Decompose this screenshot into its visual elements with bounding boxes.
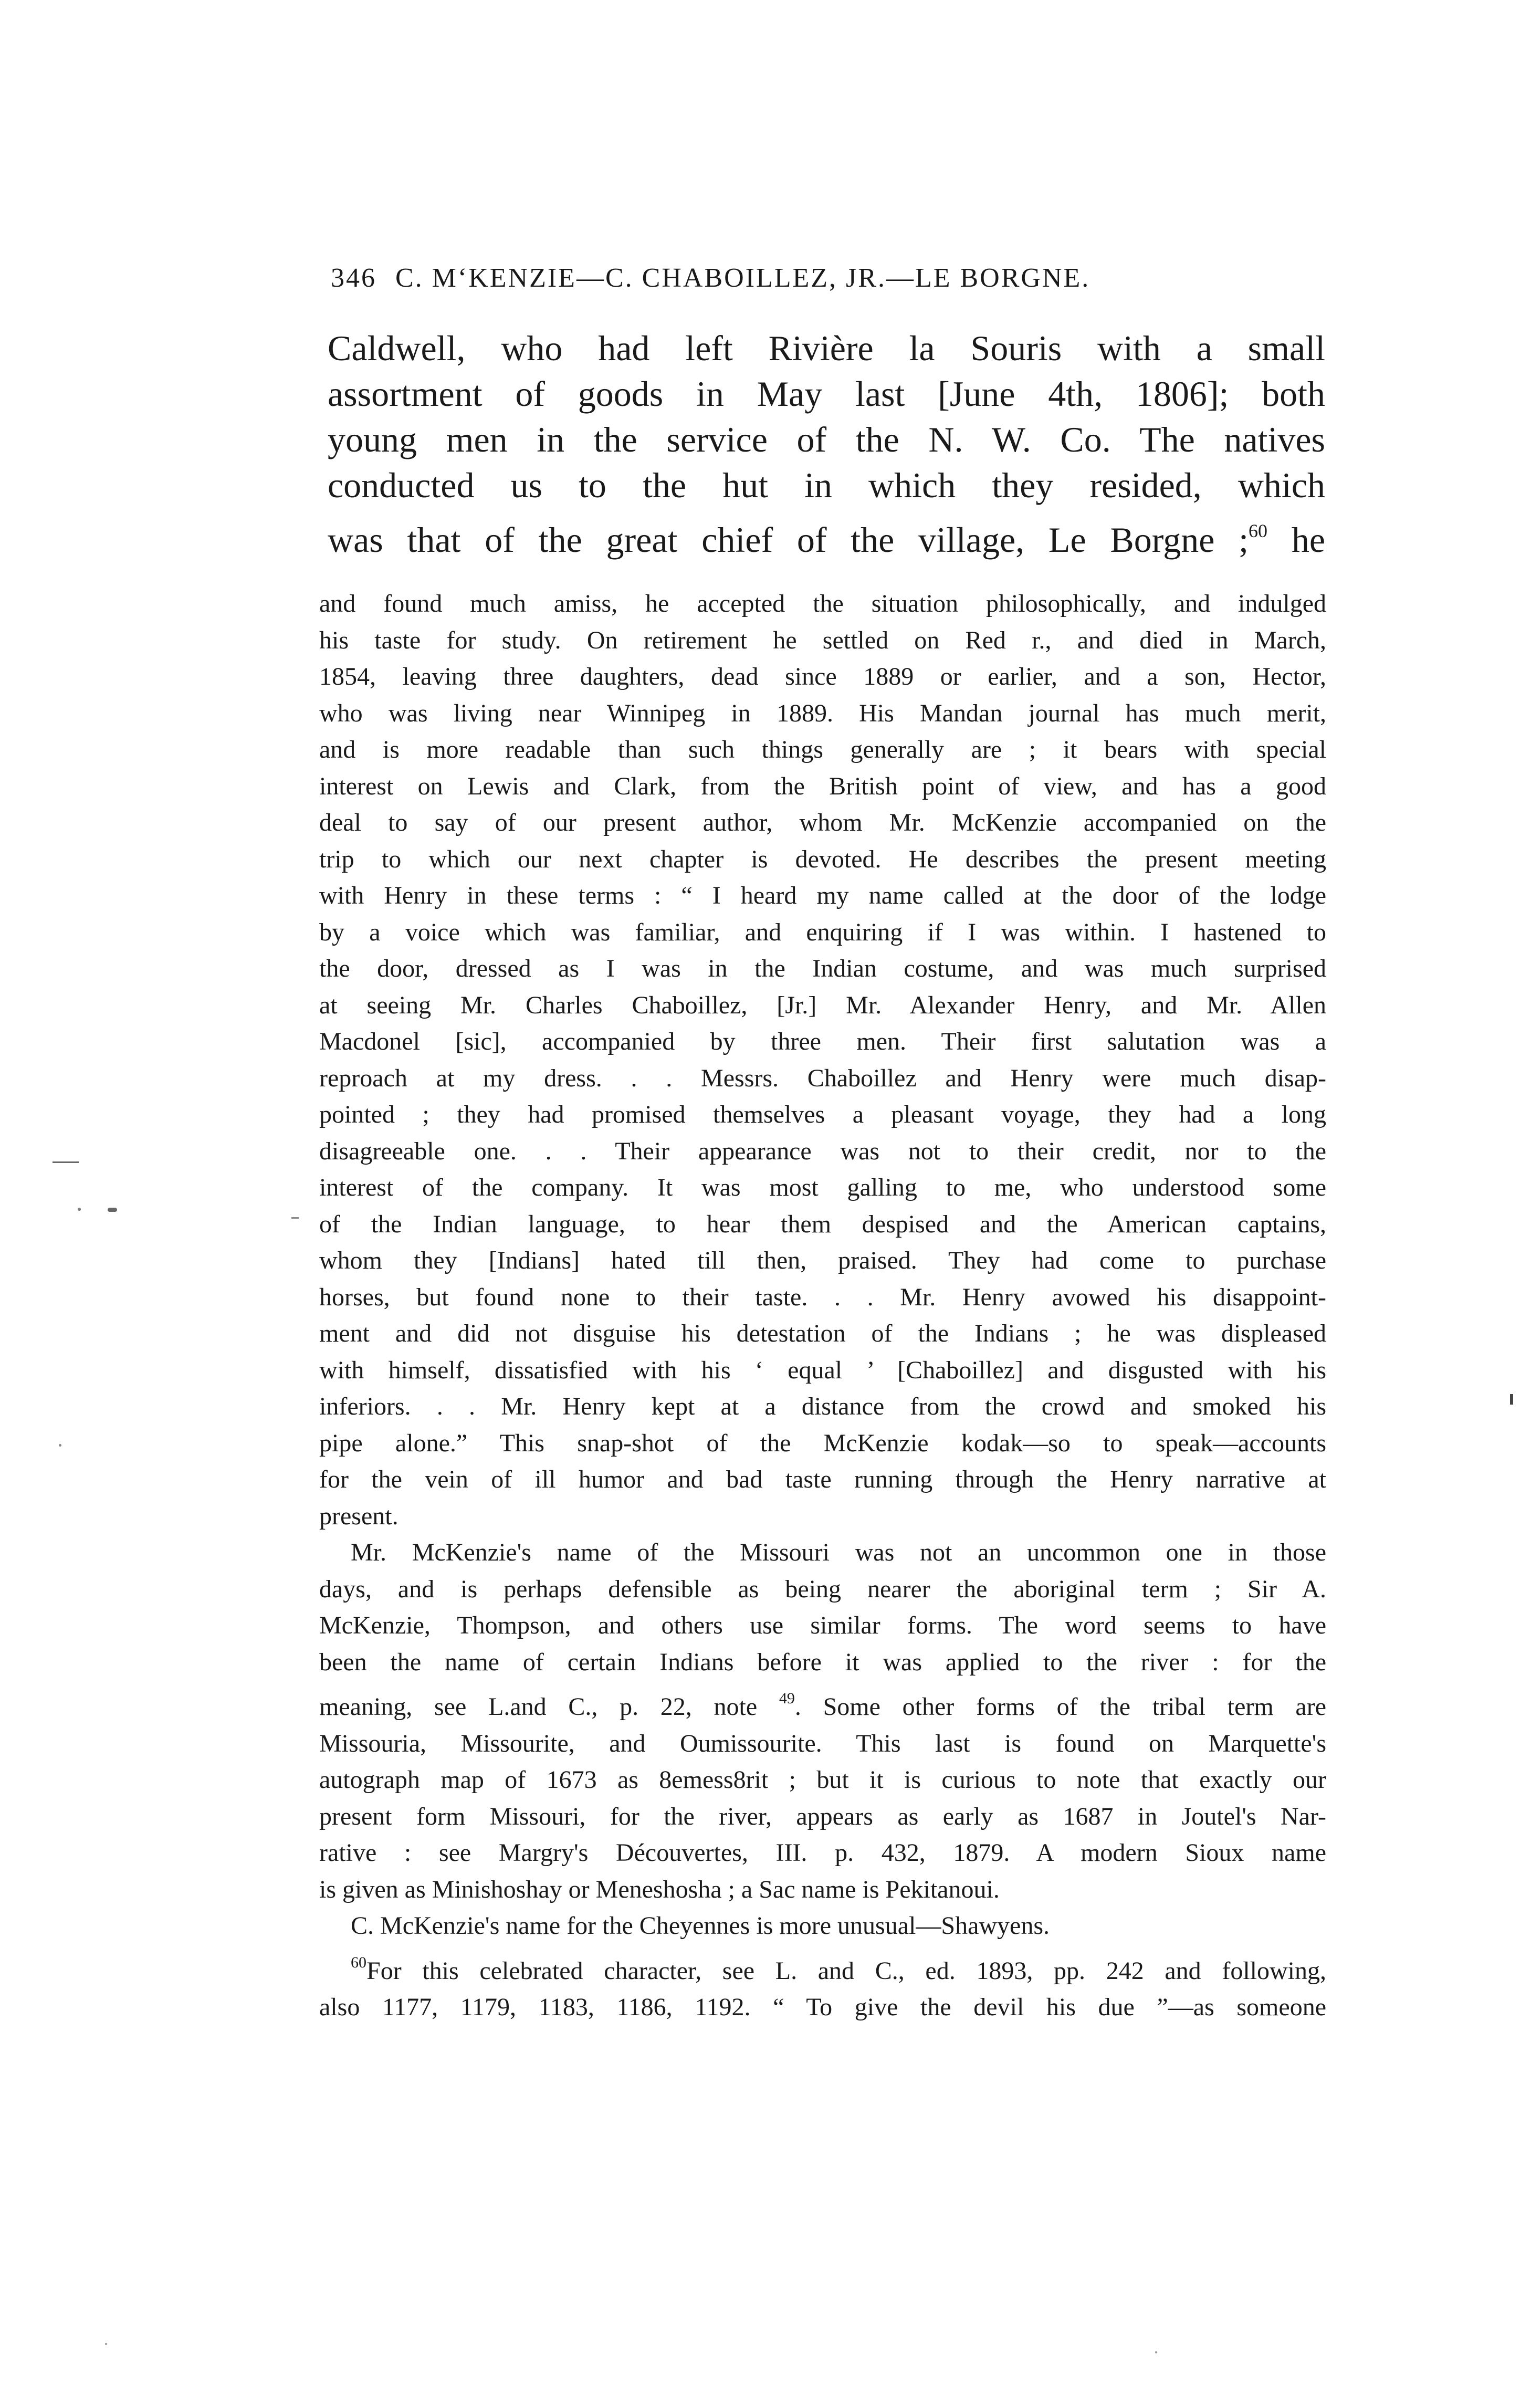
- footnote-line: horses, but found none to their taste. . . Mr. Henry avowed his disappoint-: [319, 1283, 1326, 1311]
- footnote-line: the door, dressed as I was in the Indian costume, and was much surprised: [319, 955, 1326, 982]
- main-text-line: conducted us to the hut in which they resided, which: [328, 465, 1325, 505]
- footnote-line: deal to say of our present author, whom Mr. McKenzie accompanied on the: [319, 809, 1326, 836]
- footnote-line: pointed ; they had promised themselves a pleasant voyage, they had a long: [319, 1101, 1326, 1128]
- scan-mark: [108, 1208, 117, 1212]
- footnote-line: been the name of certain Indians before it was applied to the river : for the: [319, 1648, 1326, 1676]
- footnote-line: and found much amiss, he accepted the situation philosophically, and indulged: [319, 590, 1326, 617]
- footnote-line: also 1177, 1179, 1183, 1186, 1192. “ To give the devil his due ”—as someone: [319, 1993, 1326, 2021]
- scan-mark: [1510, 1394, 1513, 1405]
- main-text: [328, 326, 1325, 563]
- footnote-line: for the vein of ill humor and bad taste running through the Henry narrative at: [319, 1465, 1326, 1493]
- footnote-line: inferiors. . . Mr. Henry kept at a distance from the crowd and smoked his: [319, 1393, 1326, 1420]
- footnote-line: days, and is perhaps defensible as being nearer the aboriginal term ; Sir A.: [319, 1575, 1326, 1603]
- footnote-line: who was living near Winnipeg in 1889. His Mandan journal has much merit,: [319, 699, 1326, 727]
- footnote-line: reproach at my dress. . . Messrs. Chaboillez and Henry were much disap-: [319, 1064, 1326, 1092]
- scan-mark: [53, 1161, 79, 1163]
- footnote-line: Macdonel [sic], accompanied by three men. Their first salutation was a: [319, 1028, 1326, 1055]
- footnote-line: and is more readable than such things generally are ; it bears with special: [319, 736, 1326, 763]
- footnote-line: Mr. McKenzie's name of the Missouri was not an uncommon one in those: [351, 1538, 1326, 1566]
- scan-mark: [291, 1217, 299, 1224]
- footnote-line: rative : see Margry's Découvertes, III. p. 432, 1879. A modern Sioux name: [319, 1839, 1326, 1867]
- footnote-line: interest on Lewis and Clark, from the British point of view, and has a good: [319, 772, 1326, 800]
- main-text-line: young men in the service of the N. W. Co. The natives: [328, 420, 1325, 459]
- footnote-60-number: 60: [351, 1953, 366, 1971]
- scan-mark: [78, 1208, 81, 1211]
- footnote-line: autograph map of 1673 as 8emess8rit ; but it is curious to note that exactly our: [319, 1766, 1326, 1794]
- footnote-line: McKenzie, Thompson, and others use similar forms. The word seems to have: [319, 1611, 1326, 1639]
- main-text-fragment: was that of the great chief of the village, Le Borgne ;: [328, 520, 1249, 560]
- footnote-line: present.: [319, 1502, 399, 1530]
- footnote-reference-49: 49: [779, 1690, 795, 1707]
- main-text-line: Caldwell, who had left Rivière la Souris with a small: [328, 328, 1325, 368]
- main-text-fragment: he: [1267, 520, 1325, 560]
- footnote-line: is given as Minishoshay or Meneshosha ; a Sac name is Pekitanoui.: [319, 1875, 1000, 1903]
- footnote-fragment: . Some other forms of the tribal term are: [794, 1693, 1326, 1721]
- footnote-60: [319, 1944, 1326, 1990]
- footnote-line: his taste for study. On retirement he settled on Red r., and died in March,: [319, 626, 1326, 654]
- footnote-reference-60: 60: [1249, 520, 1268, 541]
- scan-mark: [59, 1444, 61, 1447]
- footnote-fragment: meaning, see L.and C., p. 22, note: [319, 1693, 779, 1721]
- footnote-line: trip to which our next chapter is devoted. He describes the present meeting: [319, 845, 1326, 873]
- footnote-line: present form Missouri, for the river, appears as early as 1687 in Joutel's Nar-: [319, 1802, 1326, 1830]
- footnote-line: interest of the company. It was most galling to me, who understood some: [319, 1174, 1326, 1201]
- footnote-line: at seeing Mr. Charles Chaboillez, [Jr.] Mr. Alexander Henry, and Mr. Allen: [319, 991, 1326, 1019]
- running-head-title: C. M‘KENZIE—C. CHABOILLEZ, JR.—LE BORGNE.: [395, 263, 1090, 293]
- footnote-line: whom they [Indians] hated till then, praised. They had come to purchase: [319, 1247, 1326, 1274]
- scan-mark: [1155, 2351, 1157, 2353]
- footnote-line: [319, 1680, 1326, 1725]
- footnote-line: disagreeable one. . . Their appearance was not to their credit, nor to the: [319, 1137, 1326, 1165]
- footnote-60-text: For this celebrated character, see L. and C., ed. 1893, pp. 242 and following,: [366, 1956, 1326, 1985]
- footnote-line: ment and did not disguise his detestation of the Indians ; he was displeased: [319, 1320, 1326, 1347]
- footnote-line: Missouria, Missourite, and Oumissourite. This last is found on Marquette's: [319, 1729, 1326, 1757]
- footnote-line: with Henry in these terms : “ I heard my name called at the door of the lodge: [319, 882, 1326, 909]
- scan-mark: [105, 2343, 107, 2345]
- footnote-line: pipe alone.” This snap-shot of the McKenzie kodak—so to speak—accounts: [319, 1429, 1326, 1457]
- footnotes: [319, 585, 1326, 2026]
- main-text-line: assortment of goods in May last [June 4th, 1806]; both: [328, 374, 1325, 414]
- page-number: 346: [331, 263, 376, 293]
- footnote-line: of the Indian language, to hear them despised and the American captains,: [319, 1210, 1326, 1238]
- running-head: [331, 263, 1328, 294]
- footnote-line: with himself, dissatisfied with his ‘ equal ’ [Chaboillez] and disgusted with his: [319, 1356, 1326, 1384]
- footnote-line: C. McKenzie's name for the Cheyennes is more unusual—Shawyens.: [351, 1912, 1050, 1940]
- footnote-line: by a voice which was familiar, and enquiring if I was within. I hastened to: [319, 918, 1326, 946]
- footnote-line: 1854, leaving three daughters, dead since 1889 or earlier, and a son, Hector,: [319, 663, 1326, 690]
- main-text-line: [328, 508, 1325, 563]
